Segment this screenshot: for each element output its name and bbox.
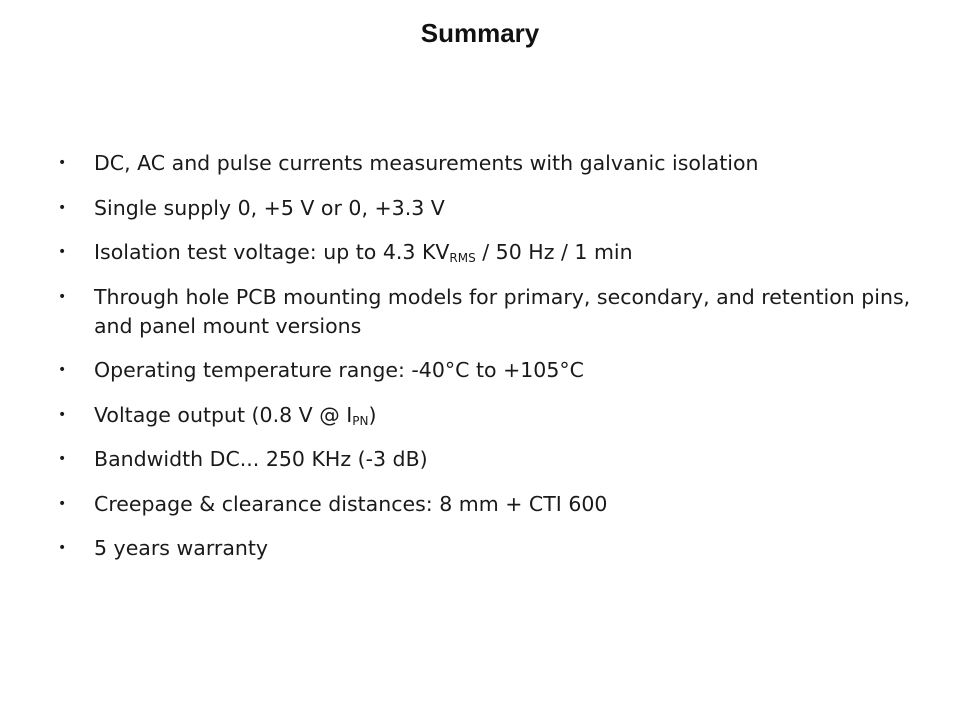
bullet-dot-icon: •: [58, 155, 67, 171]
bullet-dot-icon: •: [58, 199, 67, 216]
bullet-text: 5 years warranty: [94, 536, 269, 560]
slide-title: Summary: [420, 18, 540, 48]
bullet-text-tail: / 50 Hz / 1 min: [475, 240, 633, 264]
bullet-item-operating-temperature: [58, 356, 918, 385]
bullet-item-pcb-mounting: [58, 283, 918, 341]
bullet-text-main: Voltage output (0.8 V @ I: [94, 402, 353, 427]
bullet-text: DC, AC and pulse currents measurements with galvanic isolation: [94, 151, 759, 175]
bullet-text: Single supply 0, +5 V or 0, +3.3 V: [94, 195, 445, 220]
bullet-item-bandwidth: [58, 445, 918, 474]
bullet-dot-icon: •: [58, 540, 67, 556]
bullet-text: [94, 403, 376, 427]
bullet-text: Operating temperature range: -40°C to +105°C: [94, 358, 584, 382]
bullet-dot-icon: •: [58, 495, 67, 512]
bullet-text: Bandwidth DC... 250 KHz (-3 dB): [94, 447, 428, 471]
bullet-item-isolation-test-voltage: [58, 238, 918, 267]
bullet-dot-icon: •: [58, 244, 67, 260]
bullet-text-main: Isolation test voltage: up to 4.3 KV: [94, 240, 450, 264]
bullet-text: Through hole PCB mounting models for primary, secondary, and retention pins, and panel mount versions: [94, 284, 911, 338]
bullet-item-warranty: [58, 534, 918, 563]
bullet-item-galvanic-isolation: [58, 149, 918, 178]
bullet-dot-icon: •: [58, 362, 67, 378]
bullet-dot-icon: •: [58, 406, 67, 423]
summary-bullet-list: [58, 149, 918, 579]
bullet-dot-icon: •: [58, 288, 67, 305]
bullet-item-creepage-clearance: [58, 490, 918, 519]
subscript-pn: PN: [352, 413, 369, 428]
subscript-rms: RMS: [449, 251, 476, 265]
bullet-item-single-supply: [58, 194, 918, 223]
bullet-text: Creepage & clearance distances: 8 mm + CTI 600: [94, 491, 608, 516]
bullet-item-voltage-output: [58, 401, 918, 430]
bullet-text: [94, 240, 633, 264]
bullet-dot-icon: •: [58, 451, 67, 467]
bullet-text-tail: ): [368, 402, 377, 427]
